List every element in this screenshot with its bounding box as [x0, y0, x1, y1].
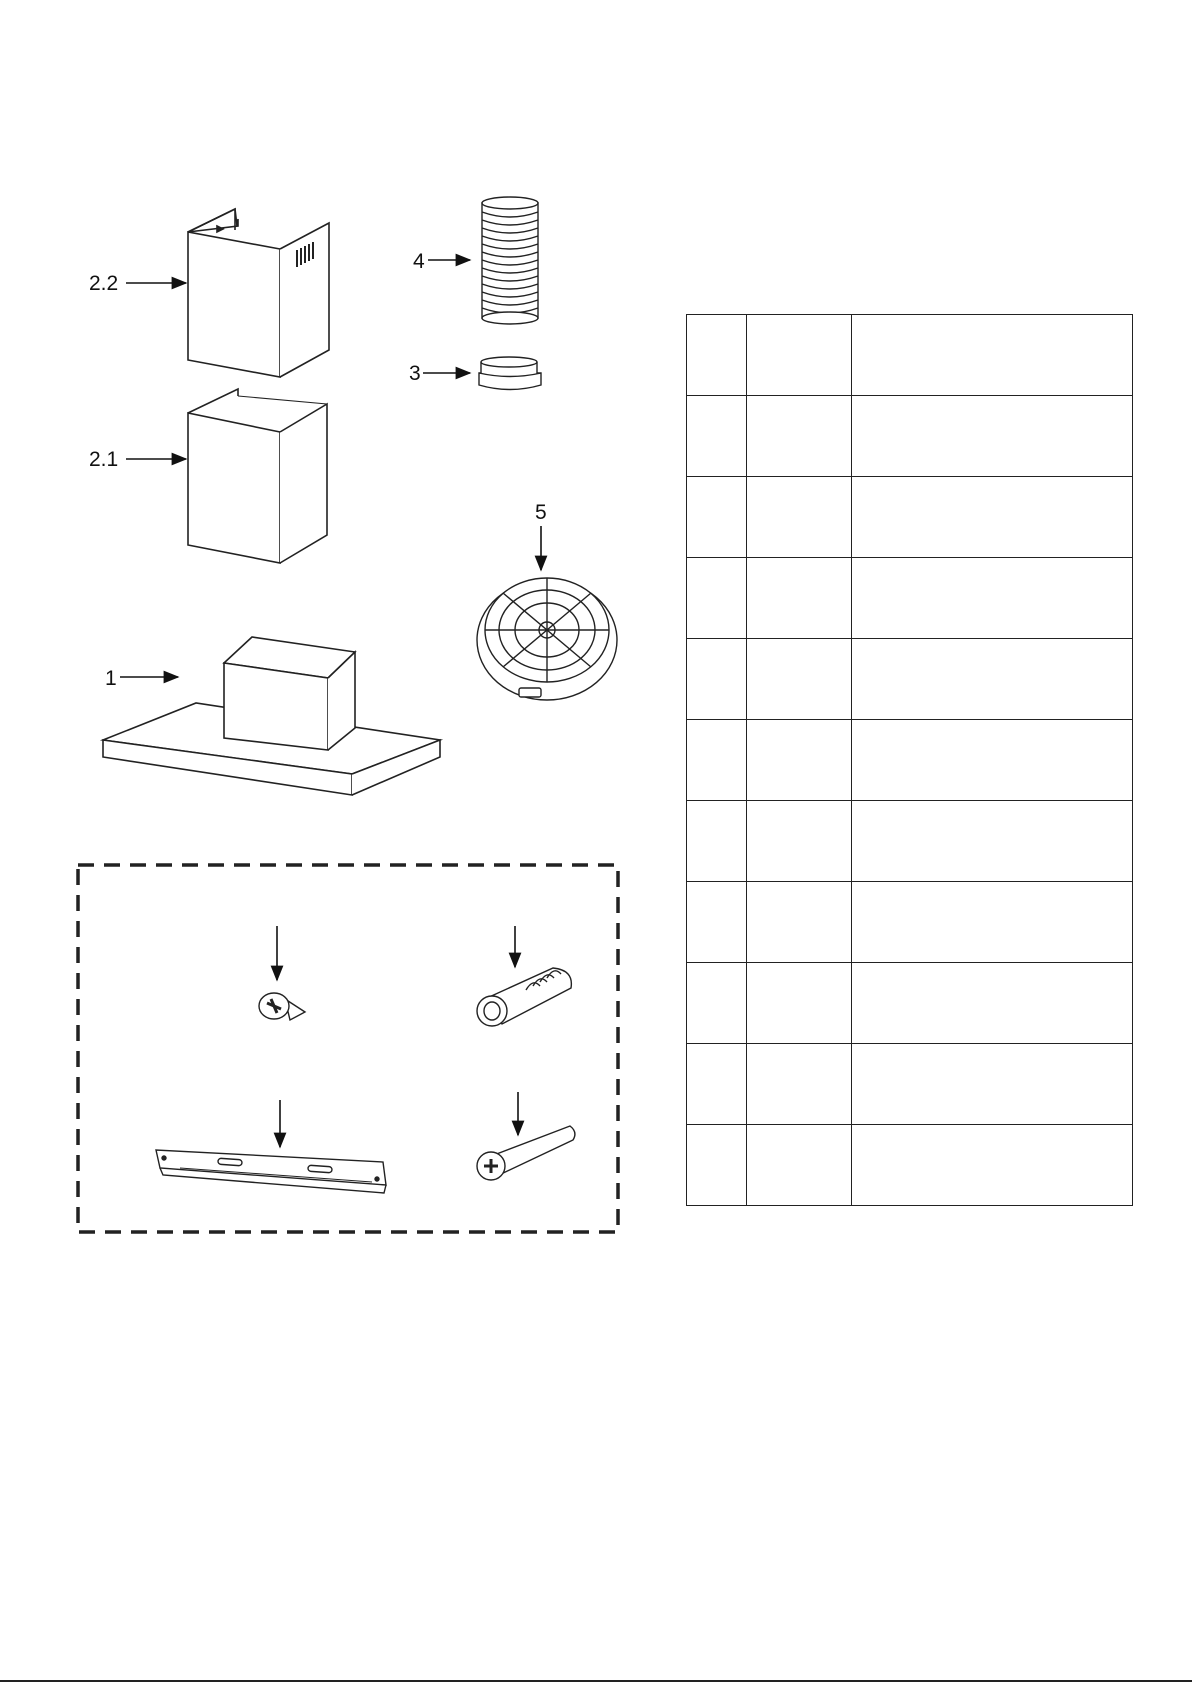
- hood-body: [103, 637, 440, 795]
- table-cell: [852, 801, 1133, 882]
- table-row: [687, 1125, 1133, 1206]
- table-cell: [687, 882, 747, 963]
- callout-label-3: 3: [409, 362, 421, 385]
- table-row: [687, 720, 1133, 801]
- table-cell: [852, 558, 1133, 639]
- callout-label-2-1: 2.1: [89, 448, 119, 471]
- table-cell: [852, 639, 1133, 720]
- table-row: [687, 1044, 1133, 1125]
- table-row: [687, 963, 1133, 1044]
- callout-label-5: 5: [535, 501, 547, 524]
- table-cell: [747, 315, 852, 396]
- table-cell: [747, 801, 852, 882]
- table-cell: [687, 801, 747, 882]
- flexible-duct: [482, 197, 538, 324]
- table-cell: [747, 1044, 852, 1125]
- table-row: [687, 477, 1133, 558]
- table-row: [687, 801, 1133, 882]
- table-row: [687, 315, 1133, 396]
- table-cell: [747, 639, 852, 720]
- bolt: [477, 1126, 575, 1180]
- table-cell: [687, 639, 747, 720]
- table-cell: [747, 1125, 852, 1206]
- duct-adapter: [479, 357, 541, 390]
- table-cell: [747, 882, 852, 963]
- table-cell: [687, 477, 747, 558]
- callout-label-1: 1: [105, 667, 117, 690]
- parts-list-table: [686, 314, 1133, 1206]
- table-row: [687, 558, 1133, 639]
- table-cell: [852, 963, 1133, 1044]
- table-cell: [687, 396, 747, 477]
- wall-plug: [477, 968, 571, 1026]
- table-cell: [687, 720, 747, 801]
- table-cell: [852, 1044, 1133, 1125]
- table-cell: [852, 315, 1133, 396]
- table-row: [687, 639, 1133, 720]
- table-cell: [687, 558, 747, 639]
- table-cell: [852, 882, 1133, 963]
- callout-label-2-2: 2.2: [89, 272, 119, 295]
- screw: [259, 993, 305, 1020]
- table-cell: [687, 315, 747, 396]
- table-cell: [852, 1125, 1133, 1206]
- chimney-lower-cover: [188, 389, 327, 563]
- table-cell: [747, 558, 852, 639]
- page-footer-rule: [0, 1680, 1192, 1682]
- table-cell: [687, 1125, 747, 1206]
- table-cell: [852, 396, 1133, 477]
- table-cell: [852, 477, 1133, 558]
- table-cell: [747, 720, 852, 801]
- table-cell: [747, 477, 852, 558]
- table-cell: [747, 396, 852, 477]
- chimney-upper-cover: [188, 209, 329, 377]
- carbon-filter: [477, 578, 617, 700]
- table-cell: [687, 963, 747, 1044]
- table-cell: [747, 963, 852, 1044]
- callout-label-4: 4: [413, 250, 425, 273]
- mounting-bracket: [156, 1150, 386, 1193]
- table-cell: [852, 720, 1133, 801]
- table-cell: [687, 1044, 747, 1125]
- table-row: [687, 396, 1133, 477]
- table-row: [687, 882, 1133, 963]
